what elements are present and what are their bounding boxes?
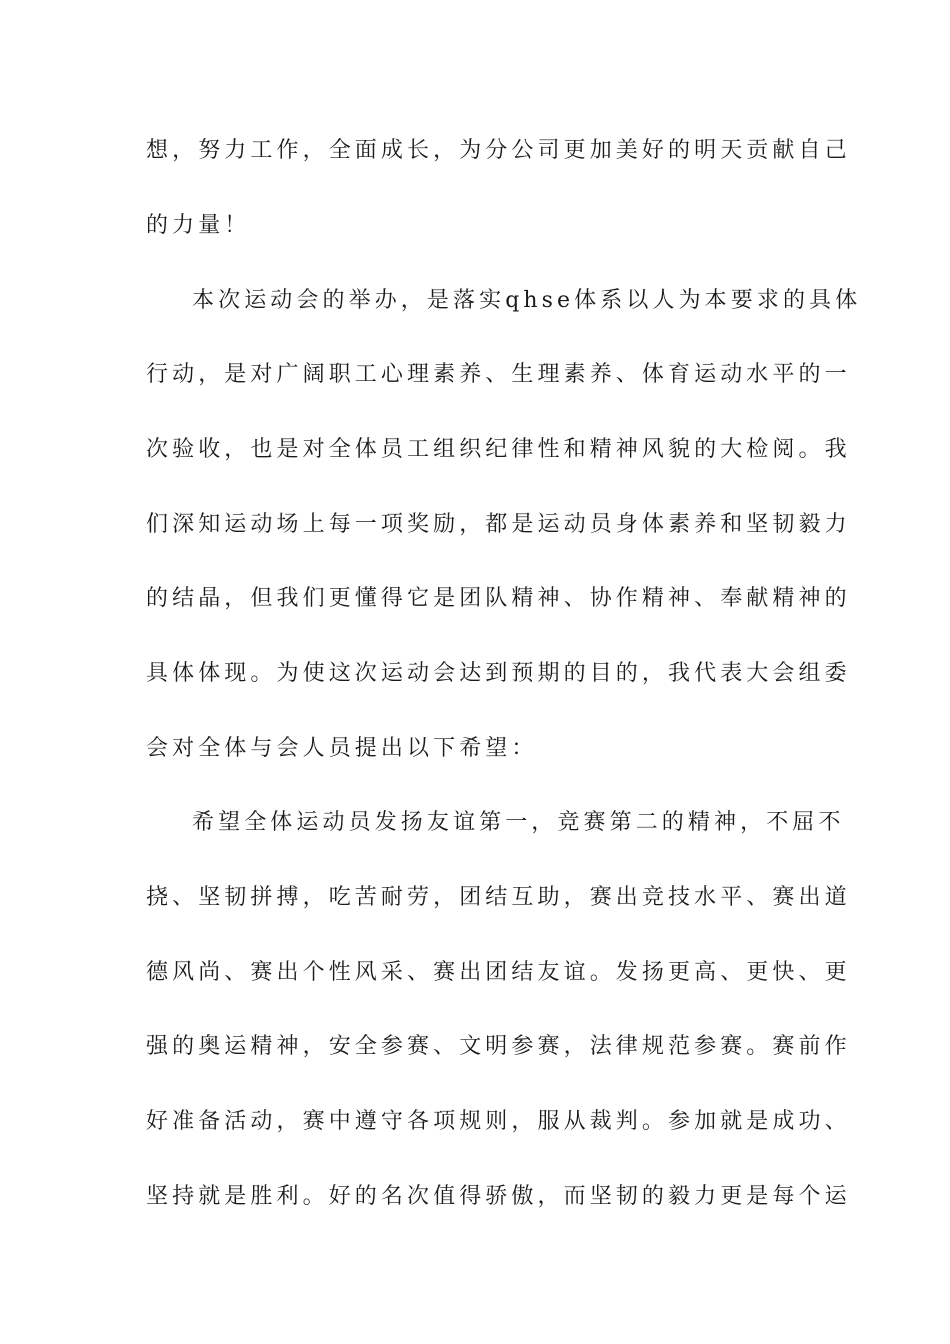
text-line-11: 挠、坚韧拼搏，吃苦耐劳，团结互助，赛出竞技水平、赛出道 bbox=[146, 885, 851, 910]
text-line-4: 行动，是对广阔职工心理素养、生理素养、体育运动水平的一 bbox=[146, 362, 851, 387]
text-line-3: 本次运动会的举办，是落实qhse体系以人为本要求的具体 bbox=[192, 288, 862, 313]
text-line-8: 具体体现。为使这次运动会达到预期的目的，我代表大会组委 bbox=[146, 661, 851, 686]
text-line-13: 强的奥运精神，安全参赛、文明参赛，法律规范参赛。赛前作 bbox=[146, 1034, 851, 1059]
text-line-9: 会对全体与会人员提出以下希望： bbox=[146, 736, 538, 761]
text-line-1: 想，努力工作，全面成长，为分公司更加美好的明天贡献自己 bbox=[146, 138, 851, 163]
text-line-10: 希望全体运动员发扬友谊第一，竞赛第二的精神，不屈不 bbox=[192, 810, 845, 835]
text-line-15: 坚持就是胜利。好的名次值得骄傲，而坚韧的毅力更是每个运 bbox=[146, 1184, 851, 1209]
text-line-7: 的结晶，但我们更懂得它是团队精神、协作精神、奉献精神的 bbox=[146, 586, 851, 611]
text-line-6: 们深知运动场上每一项奖励，都是运动员身体素养和坚韧毅力 bbox=[146, 512, 851, 537]
text-line-5: 次验收，也是对全体员工组织纪律性和精神风貌的大检阅。我 bbox=[146, 437, 851, 462]
text-line-12: 德风尚、赛出个性风采、赛出团结友谊。发扬更高、更快、更 bbox=[146, 960, 851, 985]
text-line-14: 好准备活动，赛中遵守各项规则，服从裁判。参加就是成功、 bbox=[146, 1109, 851, 1134]
text-line-2: 的力量！ bbox=[146, 213, 251, 238]
